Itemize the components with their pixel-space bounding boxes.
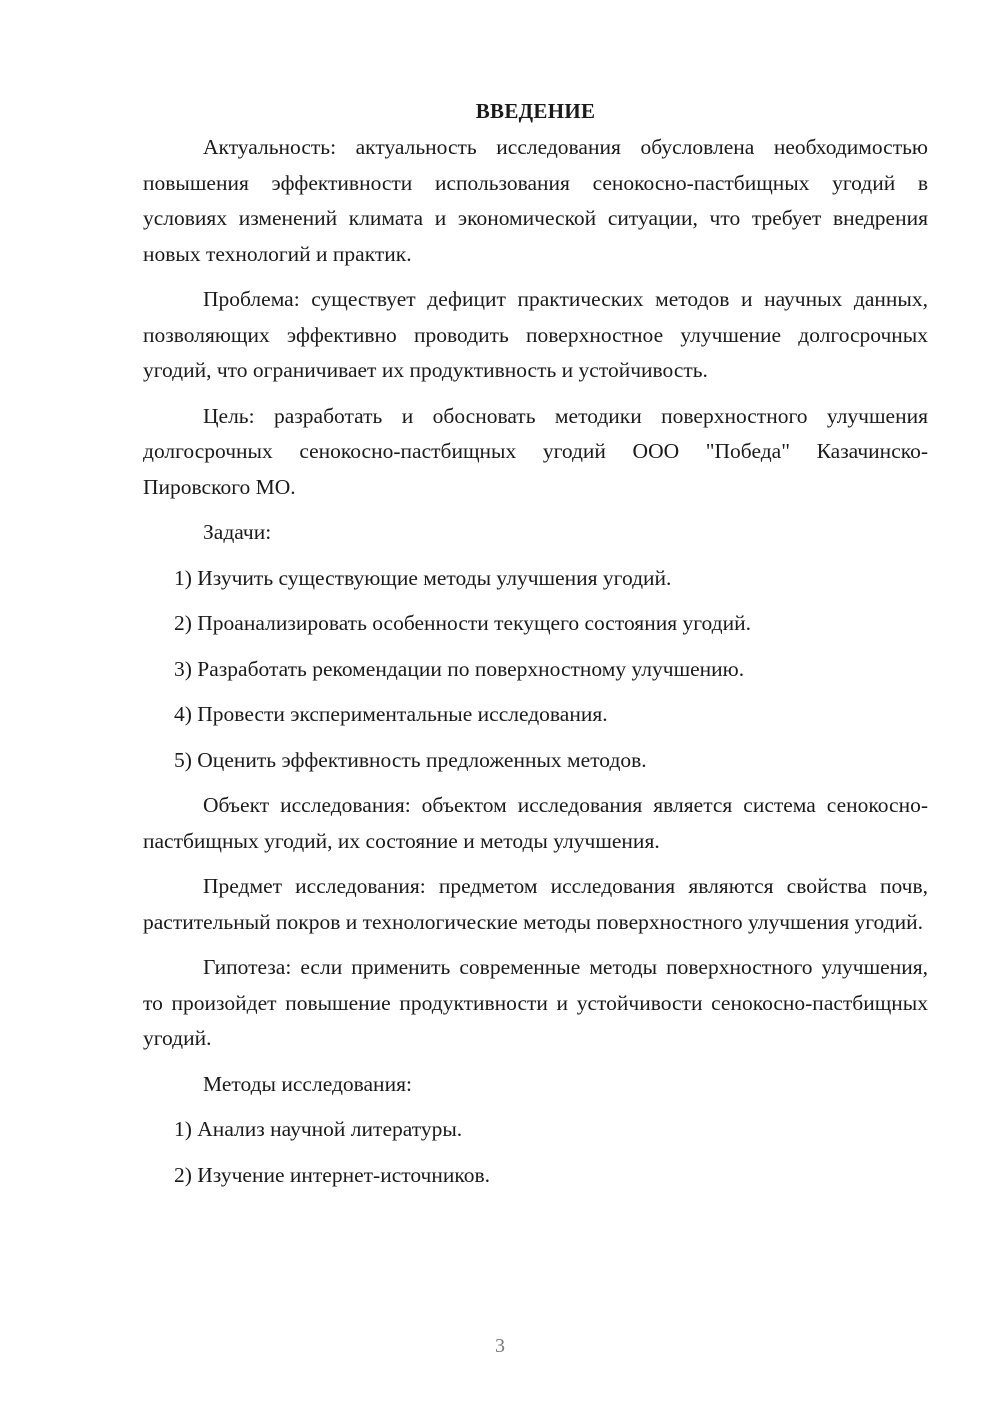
page-number: 3 bbox=[495, 1335, 505, 1357]
method-item: 1) Анализ научной литературы. bbox=[174, 1117, 463, 1141]
task-item: 4) Провести экспериментальные исследования. bbox=[174, 702, 608, 726]
hypothesis-paragraph: Гипотеза: если применить современные методы поверхностного улучшения, то произойдет повышение продуктивности и устойчивости сенокосно-пастбищных угодий. bbox=[143, 955, 928, 1050]
task-item: 1) Изучить существующие методы улучшения угодий. bbox=[174, 565, 672, 590]
task-item: 5) Оценить эффективность предложенных методов. bbox=[174, 747, 647, 772]
task-item: 2) Проанализировать особенности текущего состояния угодий. bbox=[174, 611, 751, 635]
document-page bbox=[143, 96, 928, 1203]
method-item: 2) Изучение интернет-источников. bbox=[174, 1162, 491, 1187]
methods-heading: Методы исследования: bbox=[203, 1071, 412, 1096]
section-title: ВВЕДЕНИЕ bbox=[475, 99, 596, 123]
problem-paragraph: Проблема: существует дефицит практических методов и научных данных, позволяющих эффективно проводить поверхностное улучшение долгосрочных угодий, что ограничивает их продуктивность и устойчивость. bbox=[143, 287, 928, 382]
object-paragraph: Объект исследования: объектом исследования является система сенокосно-пастбищных угодий, их состояние и методы улучшения. bbox=[143, 793, 928, 853]
task-item: 3) Разработать рекомендации по поверхностному улучшению. bbox=[174, 656, 745, 681]
relevance-paragraph: Актуальность: актуальность исследования обусловлена необходимостью повышения эффективности использования сенокосно-пастбищных угодий в условиях изменений климата и экономической ситуации, что требует внедрения новых технологий и практик. bbox=[143, 135, 928, 266]
subject-paragraph: Предмет исследования: предметом исследования являются свойства почв, растительный покров и технологические методы поверхностного улучшения угодий. bbox=[143, 874, 928, 934]
goal-paragraph: Цель: разработать и обосновать методики поверхностного улучшения долгосрочных сенокосно-пастбищных угодий ООО "Победа" Казачинско-Пировского МО. bbox=[143, 403, 928, 499]
tasks-heading: Задачи: bbox=[203, 520, 272, 544]
